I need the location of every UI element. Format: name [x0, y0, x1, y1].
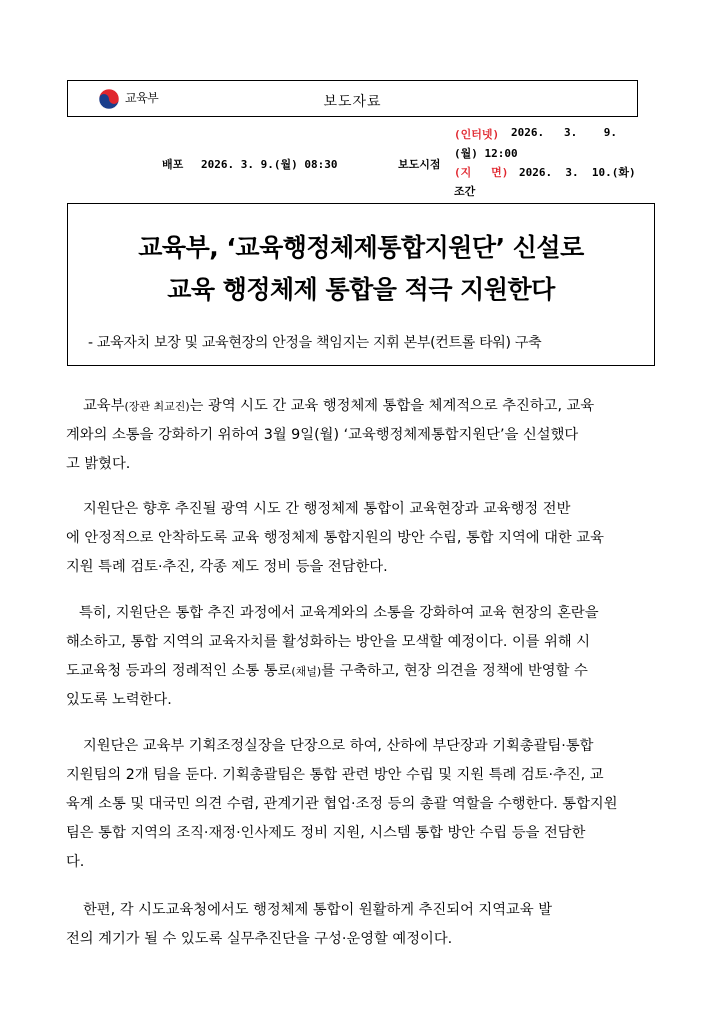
- p2-line3: 지원 특례 검토·추진, 각종 제도 정비 등을 전담한다.: [66, 559, 388, 575]
- p1-line1-a: 교육부: [83, 398, 125, 414]
- p1-line3: 고 밝혔다.: [66, 456, 131, 472]
- p4-line5: 다.: [66, 854, 85, 870]
- p3-line1: 특히, 지원단은 통합 추진 과정에서 교육계와의 소통을 강화하여 교육 현장의 혼란을: [79, 605, 599, 621]
- ministry-name: 교육부: [125, 91, 159, 105]
- headline-line-1: 교육부, ‘교육행정체제통합지원단’ 신설로: [138, 233, 584, 262]
- p4-line2: 지원팀의 2개 팀을 둔다. 기획총괄팀은 통합 관련 방안 수립 및 지원 특례 검토·추진, 교: [66, 767, 604, 783]
- paragraph-3: [66, 599, 648, 715]
- headline-box: [67, 203, 655, 366]
- paragraph-1: [66, 392, 648, 479]
- internet-tag: (인터넷): [454, 128, 500, 141]
- paragraph-4: [66, 732, 648, 877]
- paragraph-2: [66, 495, 648, 582]
- p1-line1-c: 는 광역 시도 간 교육 행정체제 통합을 체계적으로 추진하고, 교육: [189, 398, 595, 414]
- press-release-header: [67, 80, 638, 117]
- paper-release-time: 2026. 3. 10.(화): [519, 166, 636, 179]
- p2-line1: 지원단은 향후 추진될 광역 시도 간 행정체제 통합이 교육현장과 교육행정 전반: [83, 501, 571, 517]
- paper-tag: (지 면): [454, 166, 509, 179]
- p1-line2: 계와의 소통을 강화하기 위하여 3월 9일(월) ‘교육행정체제통합지원단’을 신설했다: [66, 427, 579, 443]
- embargo-label: 보도시점: [398, 158, 441, 171]
- p2-line2: 에 안정적으로 안착하도록 교육 행정체제 통합지원의 방안 수립, 통합 지역에 대한 교육: [66, 530, 604, 546]
- p3-line4: 있도록 노력한다.: [66, 692, 172, 708]
- headline-subtitle: - 교육자치 보장 및 교육현장의 안정을 책임지는 지휘 본부(컨트롤 타워) 구축: [88, 335, 542, 351]
- p3-line3-b: (채널): [291, 665, 322, 678]
- embargo-label-cont: 조간: [454, 185, 476, 198]
- headline-line-2: 교육 행정체제 통합을 적극 지원한다: [167, 275, 555, 304]
- internet-release-time: 2026. 3. 9.: [511, 126, 617, 139]
- paragraph-5: [66, 896, 648, 954]
- p5-line1: 한편, 각 시도교육청에서도 행정체제 통합이 원활하게 추진되어 지역교육 발: [83, 902, 553, 918]
- p5-line2: 전의 계기가 될 수 있도록 실무추진단을 구성·운영할 예정이다.: [66, 931, 453, 947]
- p4-line1: 지원단은 교육부 기획조정실장을 단장으로 하여, 산하에 부단장과 기획총괄팀·통합: [83, 738, 594, 754]
- p1-line1-b: (장관 최교진): [124, 400, 190, 413]
- distribution-label: 배포: [162, 158, 184, 171]
- distribution-date: 2026. 3. 9.(월) 08:30: [201, 158, 338, 171]
- p3-line2: 해소하고, 통합 지역의 교육자치를 활성화하는 방안을 모색할 예정이다. 이를 위해 시: [66, 634, 591, 650]
- doc-type-title: 보도자료: [323, 94, 382, 110]
- p3-line3-c: 를 구축하고, 현장 의견을 정책에 반영할 수: [321, 663, 588, 679]
- p3-line3-a: 도교육청 등과의 정례적인 소통 통로: [66, 663, 292, 679]
- internet-release-time-cont: (월) 12:00: [454, 147, 518, 160]
- p4-line4: 팀은 통합 지역의 조직·재정·인사제도 정비 지원, 시스템 통합 방안 수립 등을 전담한: [66, 825, 586, 841]
- p4-line3: 육계 소통 및 대국민 의견 수렴, 관계기관 협업·조정 등의 총괄 역할을 수행한다. 통합지원: [66, 796, 618, 812]
